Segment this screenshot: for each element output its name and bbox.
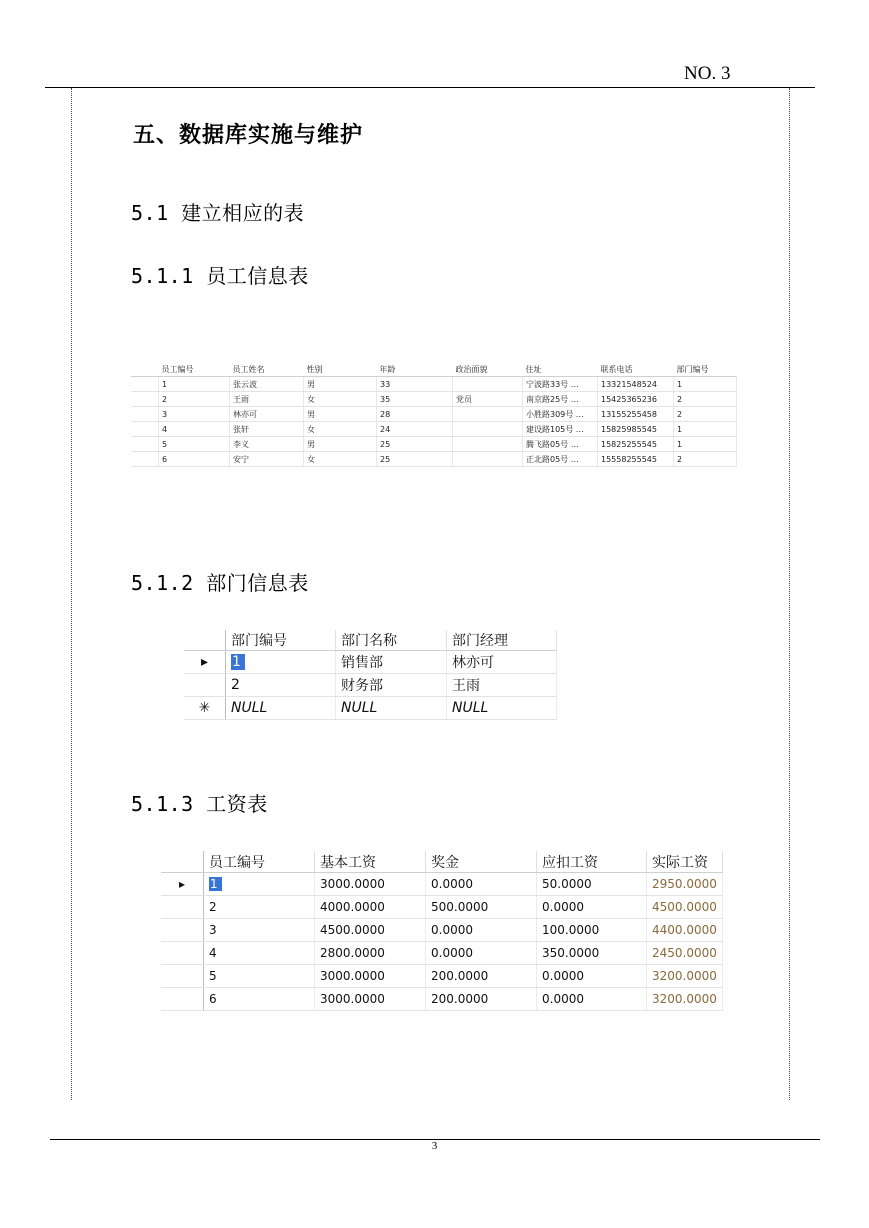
table-cell[interactable] bbox=[315, 942, 426, 965]
table-cell[interactable]: 28 bbox=[377, 407, 453, 422]
table-cell[interactable] bbox=[447, 697, 557, 720]
header-rule bbox=[45, 87, 815, 88]
table-cell[interactable]: 男 bbox=[304, 407, 377, 422]
cell-value: 0.0000 bbox=[542, 900, 584, 914]
cell-value: 销售部 bbox=[341, 655, 383, 671]
table-cell[interactable] bbox=[647, 965, 723, 988]
table-cell[interactable]: 15825255545 bbox=[598, 437, 674, 452]
column-header[interactable]: 部门编号 bbox=[226, 630, 336, 651]
column-header[interactable]: 住址 bbox=[523, 362, 598, 377]
subsection-title-5-1-2: 5.1.2 部门信息表 bbox=[131, 571, 309, 595]
table-cell[interactable]: 女 bbox=[304, 422, 377, 437]
table-cell[interactable]: 2 bbox=[159, 392, 230, 407]
column-header[interactable]: 部门经理 bbox=[447, 630, 557, 651]
table-cell[interactable]: 正北路05号 … bbox=[523, 452, 598, 467]
cell-value: 2450.0000 bbox=[652, 946, 717, 960]
table-row[interactable] bbox=[184, 651, 557, 674]
column-header[interactable]: 联系电话 bbox=[598, 362, 674, 377]
table-row[interactable] bbox=[131, 377, 737, 392]
table-cell[interactable] bbox=[315, 919, 426, 942]
table-row[interactable] bbox=[161, 965, 723, 988]
column-header[interactable]: 应扣工资 bbox=[537, 851, 647, 873]
table-cell[interactable] bbox=[426, 942, 537, 965]
table-cell[interactable]: 2 bbox=[674, 407, 737, 422]
table-cell[interactable] bbox=[204, 942, 315, 965]
table-row[interactable] bbox=[184, 697, 557, 720]
cell-value: 0.0000 bbox=[542, 992, 584, 1006]
table-cell[interactable]: 安宁 bbox=[230, 452, 304, 467]
cell-value: 0.0000 bbox=[431, 923, 473, 937]
table-cell[interactable]: 女 bbox=[304, 452, 377, 467]
cell-value: 3000.0000 bbox=[320, 877, 385, 891]
column-header[interactable]: 员工编号 bbox=[204, 851, 315, 873]
table-cell[interactable]: 张轩 bbox=[230, 422, 304, 437]
table-cell[interactable]: 3 bbox=[159, 407, 230, 422]
table-cell[interactable]: 腾飞路05号 … bbox=[523, 437, 598, 452]
cell-value: 4500.0000 bbox=[320, 923, 385, 937]
table-cell[interactable] bbox=[537, 988, 647, 1011]
cell-value: 3200.0000 bbox=[652, 969, 717, 983]
row-selector[interactable] bbox=[131, 392, 159, 407]
table-cell[interactable] bbox=[336, 697, 447, 720]
table-cell[interactable]: 13155255458 bbox=[598, 407, 674, 422]
table-cell[interactable]: 5 bbox=[159, 437, 230, 452]
table-cell[interactable]: 男 bbox=[304, 437, 377, 452]
column-header[interactable]: 部门编号 bbox=[674, 362, 737, 377]
table-cell[interactable]: 南京路25号 … bbox=[523, 392, 598, 407]
column-header[interactable]: 基本工资 bbox=[315, 851, 426, 873]
department-table bbox=[184, 630, 557, 720]
cell-value: 2 bbox=[209, 900, 217, 914]
table-row[interactable] bbox=[131, 422, 737, 437]
table-row[interactable] bbox=[131, 452, 737, 467]
table-row[interactable] bbox=[184, 674, 557, 697]
table-row[interactable] bbox=[161, 896, 723, 919]
column-header[interactable]: 性别 bbox=[304, 362, 377, 377]
cell-value: 0.0000 bbox=[431, 946, 473, 960]
section-title: 五、数据库实施与维护 bbox=[133, 123, 364, 148]
row-selector[interactable] bbox=[131, 422, 159, 437]
column-header[interactable]: 奖金 bbox=[426, 851, 537, 873]
cell-value: 350.0000 bbox=[542, 946, 600, 960]
table-cell[interactable]: 15558255545 bbox=[598, 452, 674, 467]
table-cell[interactable]: 党员 bbox=[453, 392, 523, 407]
row-selector[interactable] bbox=[131, 407, 159, 422]
table-cell[interactable] bbox=[315, 965, 426, 988]
table-cell[interactable] bbox=[647, 919, 723, 942]
page-header-label: NO. 3 bbox=[684, 63, 731, 84]
row-selector[interactable] bbox=[161, 988, 204, 1011]
row-selector[interactable] bbox=[161, 896, 204, 919]
cell-value: 200.0000 bbox=[431, 992, 489, 1006]
table-cell[interactable] bbox=[647, 942, 723, 965]
table-cell[interactable]: 1 bbox=[674, 422, 737, 437]
table-cell[interactable] bbox=[336, 651, 447, 674]
table-cell[interactable]: 王雨 bbox=[230, 392, 304, 407]
table-cell[interactable] bbox=[426, 873, 537, 896]
table-cell[interactable] bbox=[537, 873, 647, 896]
table-cell[interactable] bbox=[537, 942, 647, 965]
table-cell[interactable] bbox=[315, 873, 426, 896]
table-cell[interactable]: 林亦可 bbox=[230, 407, 304, 422]
salary-table bbox=[161, 851, 723, 1011]
table-cell[interactable]: 李义 bbox=[230, 437, 304, 452]
cell-value: NULL bbox=[231, 700, 268, 716]
table-cell[interactable] bbox=[315, 896, 426, 919]
table-cell[interactable] bbox=[453, 422, 523, 437]
table-row[interactable] bbox=[161, 942, 723, 965]
table-row[interactable] bbox=[131, 392, 737, 407]
table-cell[interactable] bbox=[204, 965, 315, 988]
cell-value: 50.0000 bbox=[542, 877, 592, 891]
table-cell[interactable]: 2 bbox=[674, 452, 737, 467]
table-cell[interactable]: 小胜路309号 … bbox=[523, 407, 598, 422]
table-row[interactable] bbox=[161, 873, 723, 896]
cell-value: 500.0000 bbox=[431, 900, 489, 914]
row-selector[interactable] bbox=[131, 377, 159, 392]
page-number: 3 bbox=[431, 1140, 438, 1152]
table-row[interactable] bbox=[131, 407, 737, 422]
table-cell[interactable]: 1 bbox=[674, 377, 737, 392]
cell-value: 6 bbox=[209, 992, 217, 1006]
table-cell[interactable] bbox=[426, 896, 537, 919]
table-cell[interactable]: 25 bbox=[377, 437, 453, 452]
table-cell[interactable] bbox=[426, 988, 537, 1011]
table-cell[interactable] bbox=[226, 674, 336, 697]
cell-value: 3000.0000 bbox=[320, 969, 385, 983]
table-cell[interactable] bbox=[537, 919, 647, 942]
row-selector[interactable] bbox=[131, 437, 159, 452]
table-row[interactable] bbox=[161, 988, 723, 1011]
table-cell[interactable] bbox=[647, 896, 723, 919]
table-cell[interactable] bbox=[426, 919, 537, 942]
table-cell[interactable]: 25 bbox=[377, 452, 453, 467]
row-header-corner bbox=[131, 362, 159, 377]
row-selector[interactable] bbox=[161, 942, 204, 965]
table-cell[interactable] bbox=[204, 896, 315, 919]
table-cell[interactable] bbox=[204, 873, 315, 896]
cell-value: 1 bbox=[231, 654, 245, 670]
table-cell[interactable] bbox=[315, 988, 426, 1011]
row-header-corner bbox=[184, 630, 226, 651]
cell-value: 4500.0000 bbox=[652, 900, 717, 914]
table-cell[interactable]: 15825985545 bbox=[598, 422, 674, 437]
table-cell[interactable]: 男 bbox=[304, 377, 377, 392]
cell-value: 0.0000 bbox=[542, 969, 584, 983]
current-row-indicator-icon[interactable]: ▸ bbox=[184, 651, 226, 674]
cell-value: NULL bbox=[341, 700, 378, 716]
cell-value: 1 bbox=[209, 877, 222, 891]
table-cell[interactable] bbox=[447, 674, 557, 697]
column-header[interactable]: 部门名称 bbox=[336, 630, 447, 651]
table-cell[interactable] bbox=[226, 697, 336, 720]
table-cell[interactable]: 24 bbox=[377, 422, 453, 437]
table-header-row bbox=[161, 851, 723, 873]
subsection-title-5-1: 5.1 建立相应的表 bbox=[131, 201, 305, 225]
column-header[interactable]: 政治面貌 bbox=[453, 362, 523, 377]
cell-value: NULL bbox=[452, 700, 489, 716]
cell-value: 4 bbox=[209, 946, 217, 960]
table-cell[interactable]: 6 bbox=[159, 452, 230, 467]
left-margin-line bbox=[71, 88, 72, 1100]
cell-value: 4000.0000 bbox=[320, 900, 385, 914]
cell-value: 林亦可 bbox=[452, 655, 494, 671]
table-cell[interactable] bbox=[453, 437, 523, 452]
table-cell[interactable]: 35 bbox=[377, 392, 453, 407]
row-selector[interactable] bbox=[131, 452, 159, 467]
table-cell[interactable] bbox=[426, 965, 537, 988]
table-row[interactable] bbox=[161, 919, 723, 942]
table-cell[interactable] bbox=[453, 452, 523, 467]
table-header-row bbox=[131, 362, 737, 377]
table-cell[interactable] bbox=[204, 919, 315, 942]
table-cell[interactable]: 张云波 bbox=[230, 377, 304, 392]
table-cell[interactable] bbox=[537, 965, 647, 988]
table-cell[interactable]: 15425365236 bbox=[598, 392, 674, 407]
table-cell[interactable] bbox=[336, 674, 447, 697]
column-header[interactable]: 实际工资 bbox=[647, 851, 723, 873]
cell-value: 4400.0000 bbox=[652, 923, 717, 937]
new-row-indicator-icon[interactable]: ✳ bbox=[184, 697, 226, 720]
table-cell[interactable] bbox=[226, 651, 336, 674]
table-cell[interactable]: 1 bbox=[159, 377, 230, 392]
cell-value: 3 bbox=[209, 923, 217, 937]
table-cell[interactable]: 2 bbox=[674, 392, 737, 407]
cell-value: 100.0000 bbox=[542, 923, 600, 937]
table-cell[interactable] bbox=[453, 407, 523, 422]
column-header[interactable]: 年龄 bbox=[377, 362, 453, 377]
cell-value: 2950.0000 bbox=[652, 877, 717, 891]
cell-value: 2800.0000 bbox=[320, 946, 385, 960]
cell-value: 王雨 bbox=[452, 678, 480, 694]
table-cell[interactable]: 建设路105号 … bbox=[523, 422, 598, 437]
table-cell[interactable] bbox=[204, 988, 315, 1011]
row-selector[interactable] bbox=[161, 919, 204, 942]
cell-value: 0.0000 bbox=[431, 877, 473, 891]
cell-value: 5 bbox=[209, 969, 217, 983]
table-row[interactable] bbox=[131, 437, 737, 452]
table-cell[interactable]: 宁波路33号 … bbox=[523, 377, 598, 392]
table-cell[interactable]: 33 bbox=[377, 377, 453, 392]
table-cell[interactable]: 1 bbox=[674, 437, 737, 452]
subsection-title-5-1-1: 5.1.1 员工信息表 bbox=[131, 264, 309, 288]
employee-info-table bbox=[131, 362, 737, 467]
table-cell[interactable]: 女 bbox=[304, 392, 377, 407]
row-header-corner bbox=[161, 851, 204, 873]
right-margin-line bbox=[789, 88, 790, 1100]
cell-value: 财务部 bbox=[341, 678, 383, 694]
table-cell[interactable] bbox=[537, 896, 647, 919]
cell-value: 3000.0000 bbox=[320, 992, 385, 1006]
subsection-title-5-1-3: 5.1.3 工资表 bbox=[131, 792, 268, 816]
row-selector[interactable] bbox=[161, 965, 204, 988]
table-cell[interactable]: 13321548524 bbox=[598, 377, 674, 392]
table-cell[interactable] bbox=[447, 651, 557, 674]
table-cell[interactable] bbox=[647, 988, 723, 1011]
current-row-indicator-icon[interactable]: ▸ bbox=[161, 873, 204, 896]
table-cell[interactable]: 4 bbox=[159, 422, 230, 437]
cell-value: 200.0000 bbox=[431, 969, 489, 983]
column-header[interactable]: 员工编号 bbox=[159, 362, 230, 377]
column-header[interactable]: 员工姓名 bbox=[230, 362, 304, 377]
table-cell[interactable] bbox=[453, 377, 523, 392]
table-cell[interactable] bbox=[647, 873, 723, 896]
cell-value: 3200.0000 bbox=[652, 992, 717, 1006]
cell-value: 2 bbox=[231, 677, 240, 693]
row-selector[interactable] bbox=[184, 674, 226, 697]
table-header-row bbox=[184, 630, 557, 651]
